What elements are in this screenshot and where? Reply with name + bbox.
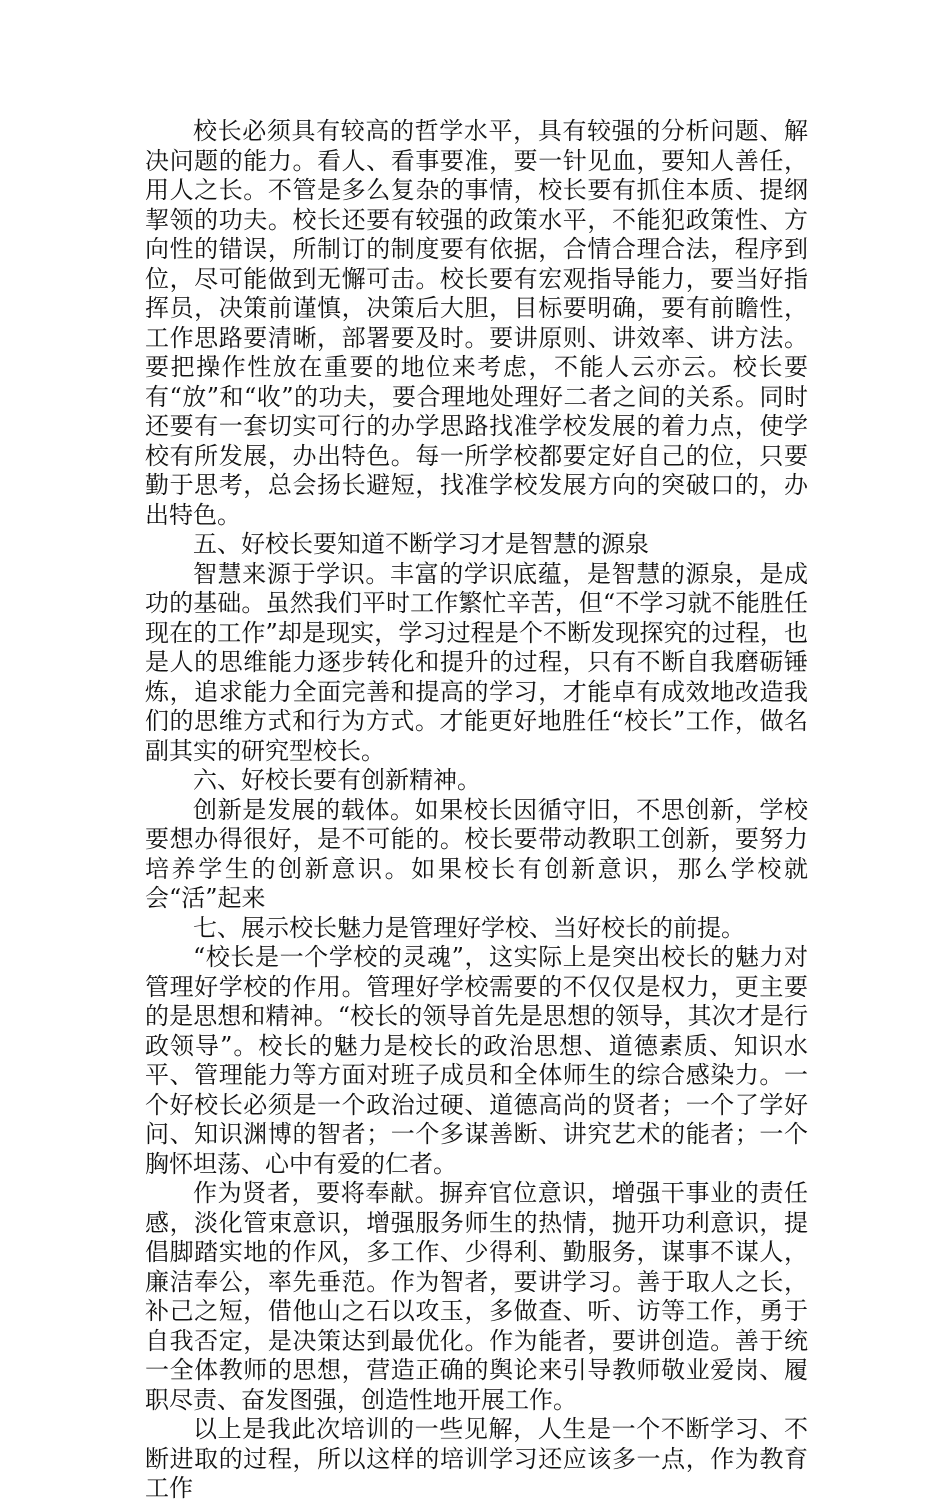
body-paragraph: 智慧来源于学识。丰富的学识底蕴，是智慧的源泉，是成功的基础。虽然我们平时工作繁忙辛苦，但“不学习就不能胜任现在的工作”却是现实，学习过程是个不断发现探究的过程，也是人的思维能力逐步转化和提升的过程，只有不断自我磨砺锤炼，追求能力全面完善和提高的学习，才能卓有成效地改造我们的思维方式和行为方式。才能更好地胜任“校长”工作，做名副其实的研究型校长。: [145, 559, 808, 765]
section-heading: 五、好校长要知道不断学习才是智慧的源泉: [193, 530, 649, 558]
body-paragraph: 创新是发展的载体。如果校长因循守旧，不思创新，学校要想办得很好，是不可能的。校长要带动教职工创新，要努力培养学生的创新意识。如果校长有创新意识，那么学校就会“活”起来: [145, 795, 808, 912]
document-page: [145, 117, 808, 1504]
section-heading: 七、展示校长魅力是管理好学校、当好校长的前提。: [193, 913, 745, 942]
body-paragraph: 以上是我此次培训的一些见解，人生是一个不断学习、不断进取的过程，所以这样的培训学习还应该多一点，作为教育工作: [145, 1415, 808, 1502]
section-heading: 六、好校长要有创新精神。: [193, 766, 481, 794]
body-paragraph: 校长必须具有较高的哲学水平，具有较强的分析问题、解决问题的能力。看人、看事要准，要一针见血，要知人善任，用人之长。不管是多么复杂的事情，校长要有抓住本质、提纲挈领的功夫。校长还要有较强的政策水平，不能犯政策性、方向性的错误，所制订的制度要有依据，合情合理合法，程序到位，尽可能做到无懈可击。校长要有宏观指导能力，要当好指挥员，决策前谨慎，决策后大胆，目标要明确，要有前瞻性，工作思路要清晰，部署要及时。要讲原则、讲效率、讲方法。要把操作性放在重要的地位来考虑，不能人云亦云。校长要有“放”和“收”的功夫，要合理地处理好二者之间的关系。同时还要有一套切实可行的办学思路找准学校发展的着力点，使学校有所发展，办出特色。每一所学校都要定好自己的位，只要勤于思考，总会扬长避短，找准学校发展方向的突破口的，办出特色。: [145, 117, 808, 529]
body-paragraph: 作为贤者，要将奉献。摒弃官位意识，增强干事业的责任感，淡化管束意识，增强服务师生的热情，抛开功利意识，提倡脚踏实地的作风，多工作、少得利、勤服务，谋事不谋人，廉洁奉公，率先垂范。作为智者，要讲学习。善于取人之长，补己之短，借他山之石以攻玉，多做查、听、访等工作，勇于自我否定，是决策达到最优化。作为能者，要讲创造。善于统一全体教师的思想，营造正确的舆论来引导教师敬业爱岗、履职尽责、奋发图强，创造性地开展工作。: [145, 1179, 808, 1414]
body-paragraph: “校长是一个学校的灵魂”，这实际上是突出校长的魅力对管理好学校的作用。管理好学校需要的不仅仅是权力，更主要的是思想和精神。“校长的领导首先是思想的领导，其次才是行政领导”。校长的魅力是校长的政治思想、道德素质、知识水平、管理能力等方面对班子成员和全体师生的综合感染力。一个好校长必须是一个政治过硬、道德高尚的贤者；一个了学好问、知识渊博的智者；一个多谋善断、讲究艺术的能者；一个胸怀坦荡、心中有爱的仁者。: [145, 943, 808, 1178]
